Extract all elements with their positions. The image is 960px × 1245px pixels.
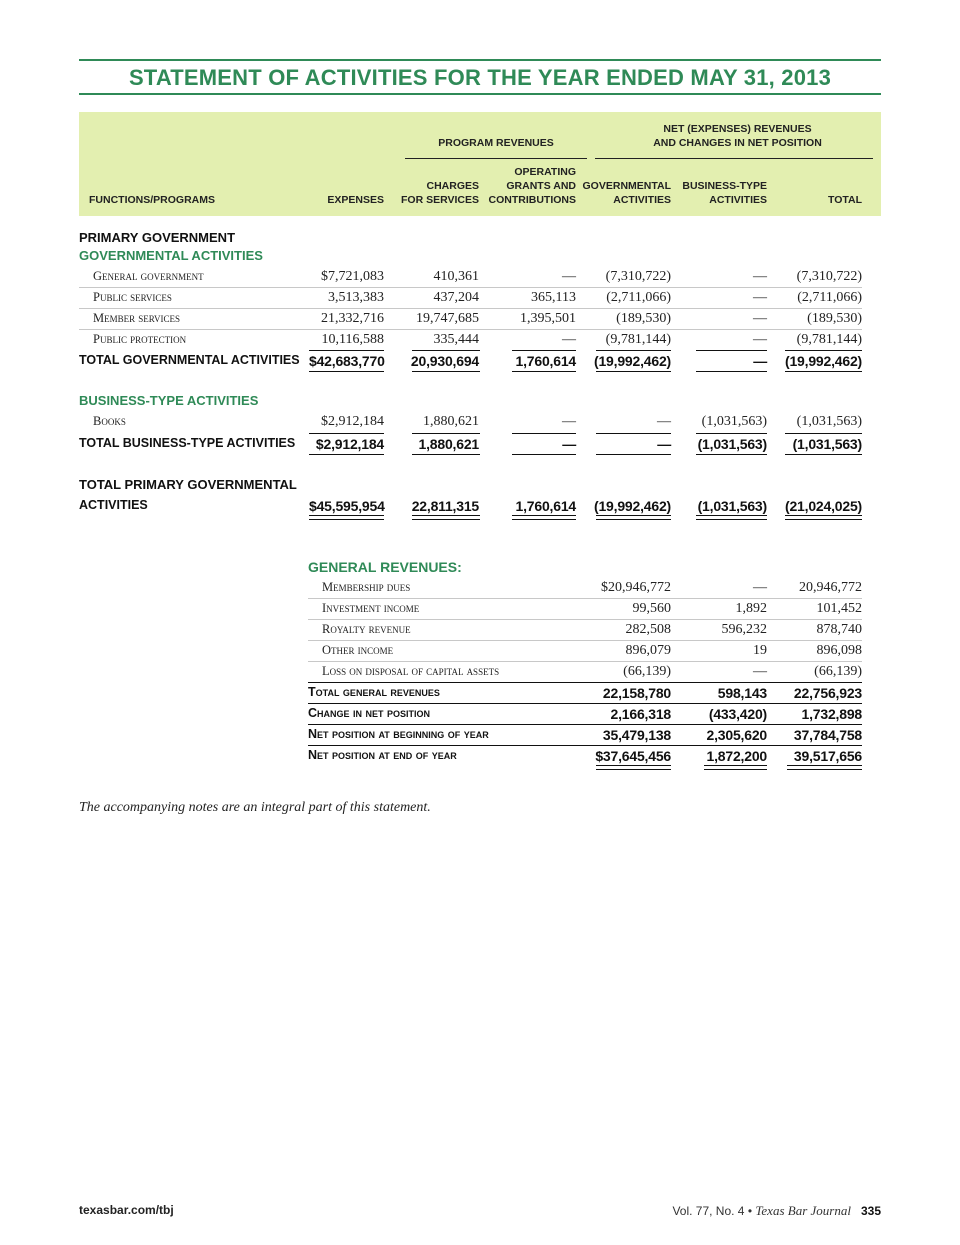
section-governmental-activities: GOVERNMENTAL ACTIVITIES [79, 248, 263, 263]
underline [309, 371, 384, 372]
table-row-total-governmental [79, 351, 862, 372]
cell-bus: 596,232 [721, 622, 767, 637]
cell-bus: — [753, 311, 767, 326]
table-row [308, 578, 862, 599]
general-revenues-heading: GENERAL REVENUES: [308, 559, 462, 575]
row-label: TOTAL GOVERNMENTAL ACTIVITIES [79, 353, 300, 367]
cell-gov: $37,645,456 [595, 748, 671, 764]
row-label: ACTIVITIES [79, 498, 148, 512]
header-total: TOTAL [827, 194, 862, 206]
cell-gov: 2,166,318 [610, 706, 671, 722]
cell-gov: (19,992,462) [594, 353, 671, 369]
table-row [308, 662, 862, 683]
table-row-total-general [308, 683, 862, 704]
cell-operating: 365,113 [531, 290, 576, 305]
row-label: Investment income [322, 601, 420, 615]
cell-gov: 22,158,780 [602, 685, 671, 701]
cell-bus: (433,420) [708, 706, 767, 722]
table-row [308, 641, 862, 662]
cell-operating: — [562, 269, 576, 284]
header-rule-net [595, 158, 873, 159]
double-underline [596, 515, 671, 520]
row-label: Change in net position [308, 706, 430, 720]
page-title: STATEMENT OF ACTIVITIES FOR THE YEAR ENDED MAY 31, 2013 [128, 65, 832, 90]
cell-gov: (189,530) [616, 311, 671, 326]
cell-bus: — [753, 353, 767, 369]
cell-total: 1,732,898 [801, 706, 862, 722]
header-rule-program [405, 158, 587, 159]
row-label: Member services [93, 311, 181, 325]
cell-operating: 1,760,614 [515, 353, 576, 369]
header-expenses: EXPENSES [327, 194, 384, 206]
double-underline [412, 515, 480, 520]
double-underline [309, 515, 384, 520]
row-label: Books [93, 414, 126, 428]
cell-total: 896,098 [816, 643, 862, 658]
underline [309, 454, 384, 455]
table-row-total-primary [79, 496, 862, 517]
underline [412, 454, 480, 455]
underline [512, 454, 576, 455]
cell-expenses: $7,721,083 [321, 269, 384, 284]
footer-page-number: 335 [860, 1204, 881, 1218]
cell-gov: 282,508 [625, 622, 671, 637]
cell-bus: 598,143 [717, 685, 767, 701]
cell-charges: 1,880,621 [418, 436, 479, 452]
cell-operating: 1,760,614 [515, 498, 576, 514]
cell-charges: 335,444 [433, 332, 479, 347]
table-row [79, 330, 862, 351]
cell-operating: — [562, 414, 576, 429]
cell-bus: — [753, 290, 767, 305]
cell-gov: 896,079 [625, 643, 671, 658]
cell-total: (189,530) [807, 311, 862, 326]
cell-gov: 35,479,138 [602, 727, 671, 743]
underline [596, 371, 671, 372]
double-underline [787, 765, 862, 770]
cell-gov: (9,781,144) [605, 332, 671, 347]
cell-charges: 22,811,315 [411, 498, 479, 514]
cell-gov: 99,560 [632, 601, 671, 616]
cell-bus: 1,892 [735, 601, 767, 616]
table-row-total-business [79, 434, 862, 455]
underline [596, 454, 671, 455]
cell-bus: 19 [753, 643, 767, 658]
cell-bus: (1,031,563) [701, 414, 767, 429]
cell-total: 39,517,656 [793, 748, 862, 764]
primary-total-label-1: TOTAL PRIMARY GOVERNMENTAL [79, 477, 297, 492]
cell-gov: (19,992,462) [594, 498, 671, 514]
cell-charges: 437,204 [433, 290, 479, 305]
cell-total: 37,784,758 [793, 727, 862, 743]
cell-total: (21,024,025) [785, 498, 862, 514]
cell-bus: (1,031,563) [697, 436, 767, 452]
cell-gov: (7,310,722) [605, 269, 671, 284]
cell-expenses: $2,912,184 [315, 436, 384, 452]
cell-total: (66,139) [814, 664, 862, 679]
cell-total: (2,711,066) [797, 290, 862, 305]
cell-total: 101,452 [816, 601, 862, 616]
cell-bus: 1,872,200 [706, 748, 767, 764]
cell-expenses: $2,912,184 [321, 414, 384, 429]
cell-total: (1,031,563) [796, 414, 862, 429]
cell-gov: — [657, 436, 671, 452]
header-program-revenues: PROGRAM REVENUES [438, 137, 554, 149]
footer-volume: Vol. 77, No. 4 [672, 1204, 745, 1218]
row-label: Other income [322, 643, 394, 657]
row-label: Public protection [93, 332, 187, 346]
cell-total: 22,756,923 [793, 685, 862, 701]
section-business-activities: BUSINESS-TYPE ACTIVITIES [79, 393, 259, 408]
table-row-net-position-begin [308, 725, 862, 746]
underline [785, 371, 862, 372]
cell-expenses: $45,595,954 [309, 498, 385, 514]
row-label: Membership dues [322, 580, 411, 594]
double-underline [696, 515, 767, 520]
cell-total: (1,031,563) [792, 436, 862, 452]
cell-bus: — [753, 664, 767, 679]
cell-gov: $20,946,772 [601, 580, 671, 595]
underline [412, 371, 480, 372]
cell-gov: — [657, 414, 671, 429]
header-bus-2: ACTIVITIES [709, 194, 767, 206]
row-label: Total general revenues [308, 685, 440, 699]
header-gov-2: ACTIVITIES [613, 194, 671, 206]
footer-site-link[interactable]: texasbar.com/tbj [79, 1203, 174, 1217]
cell-charges: 410,361 [433, 269, 479, 284]
row-label: Public services [93, 290, 172, 304]
cell-gov: (2,711,066) [606, 290, 671, 305]
footer-bullet: • [747, 1204, 753, 1218]
row-label: Net position at end of year [308, 748, 457, 762]
table-row [79, 267, 862, 288]
row-label: General government [93, 269, 204, 283]
row-label: Loss on disposal of capital assets [322, 664, 500, 678]
table-row [79, 412, 862, 433]
cell-total: 878,740 [816, 622, 862, 637]
footer-journal: Texas Bar Journal [755, 1203, 851, 1218]
header-net-line2: AND CHANGES IN NET POSITION [653, 137, 822, 149]
cell-bus: — [753, 580, 767, 595]
cell-bus: (1,031,563) [697, 498, 767, 514]
table-row-net-position-end [308, 746, 862, 767]
footer-citation [672, 1203, 881, 1219]
cell-bus: — [753, 332, 767, 347]
cell-gov: (66,139) [623, 664, 671, 679]
header-operating-1: OPERATING [514, 166, 576, 178]
underline [512, 371, 576, 372]
table-row [79, 288, 862, 309]
double-underline [704, 765, 767, 770]
cell-operating: 1,395,501 [520, 311, 576, 326]
header-charges-1: CHARGES [426, 180, 479, 192]
cell-expenses: 3,513,383 [328, 290, 384, 305]
double-underline [785, 515, 862, 520]
table-row [308, 620, 862, 641]
cell-bus: 2,305,620 [706, 727, 767, 743]
header-net-line1: NET (EXPENSES) REVENUES [663, 123, 812, 135]
table-row-change-net-position [308, 704, 862, 725]
header-operating-2: GRANTS AND [506, 180, 576, 192]
cell-expenses: $42,683,770 [309, 353, 385, 369]
table-row [308, 599, 862, 620]
cell-expenses: 10,116,588 [321, 332, 384, 347]
cell-operating: — [562, 332, 576, 347]
underline [696, 454, 767, 455]
header-functions: FUNCTIONS/PROGRAMS [89, 194, 215, 206]
header-bus-1: BUSINESS-TYPE [682, 180, 767, 192]
header-charges-2: FOR SERVICES [401, 194, 479, 206]
row-label: Net position at beginning of year [308, 727, 489, 741]
double-underline [512, 515, 576, 520]
cell-total: (19,992,462) [785, 353, 862, 369]
cell-charges: 1,880,621 [423, 414, 479, 429]
underline [696, 371, 767, 372]
cell-charges: 19,747,685 [416, 311, 479, 326]
header-gov-1: GOVERNMENTAL [582, 180, 671, 192]
underline [785, 454, 862, 455]
double-underline [596, 765, 671, 770]
table-row [79, 309, 862, 330]
header-operating-3: CONTRIBUTIONS [488, 194, 576, 206]
row-label: Royalty revenue [322, 622, 411, 636]
footnote: The accompanying notes are an integral part of this statement. [79, 800, 431, 815]
cell-expenses: 21,332,716 [321, 311, 384, 326]
section-primary-government: PRIMARY GOVERNMENT [79, 230, 236, 245]
cell-total: (7,310,722) [796, 269, 862, 284]
cell-charges: 20,930,694 [410, 353, 479, 369]
row-label: TOTAL BUSINESS-TYPE ACTIVITIES [79, 436, 296, 450]
cell-total: 20,946,772 [799, 580, 862, 595]
title-rule [79, 59, 881, 95]
cell-bus: — [753, 269, 767, 284]
cell-total: (9,781,144) [796, 332, 862, 347]
cell-operating: — [562, 436, 576, 452]
